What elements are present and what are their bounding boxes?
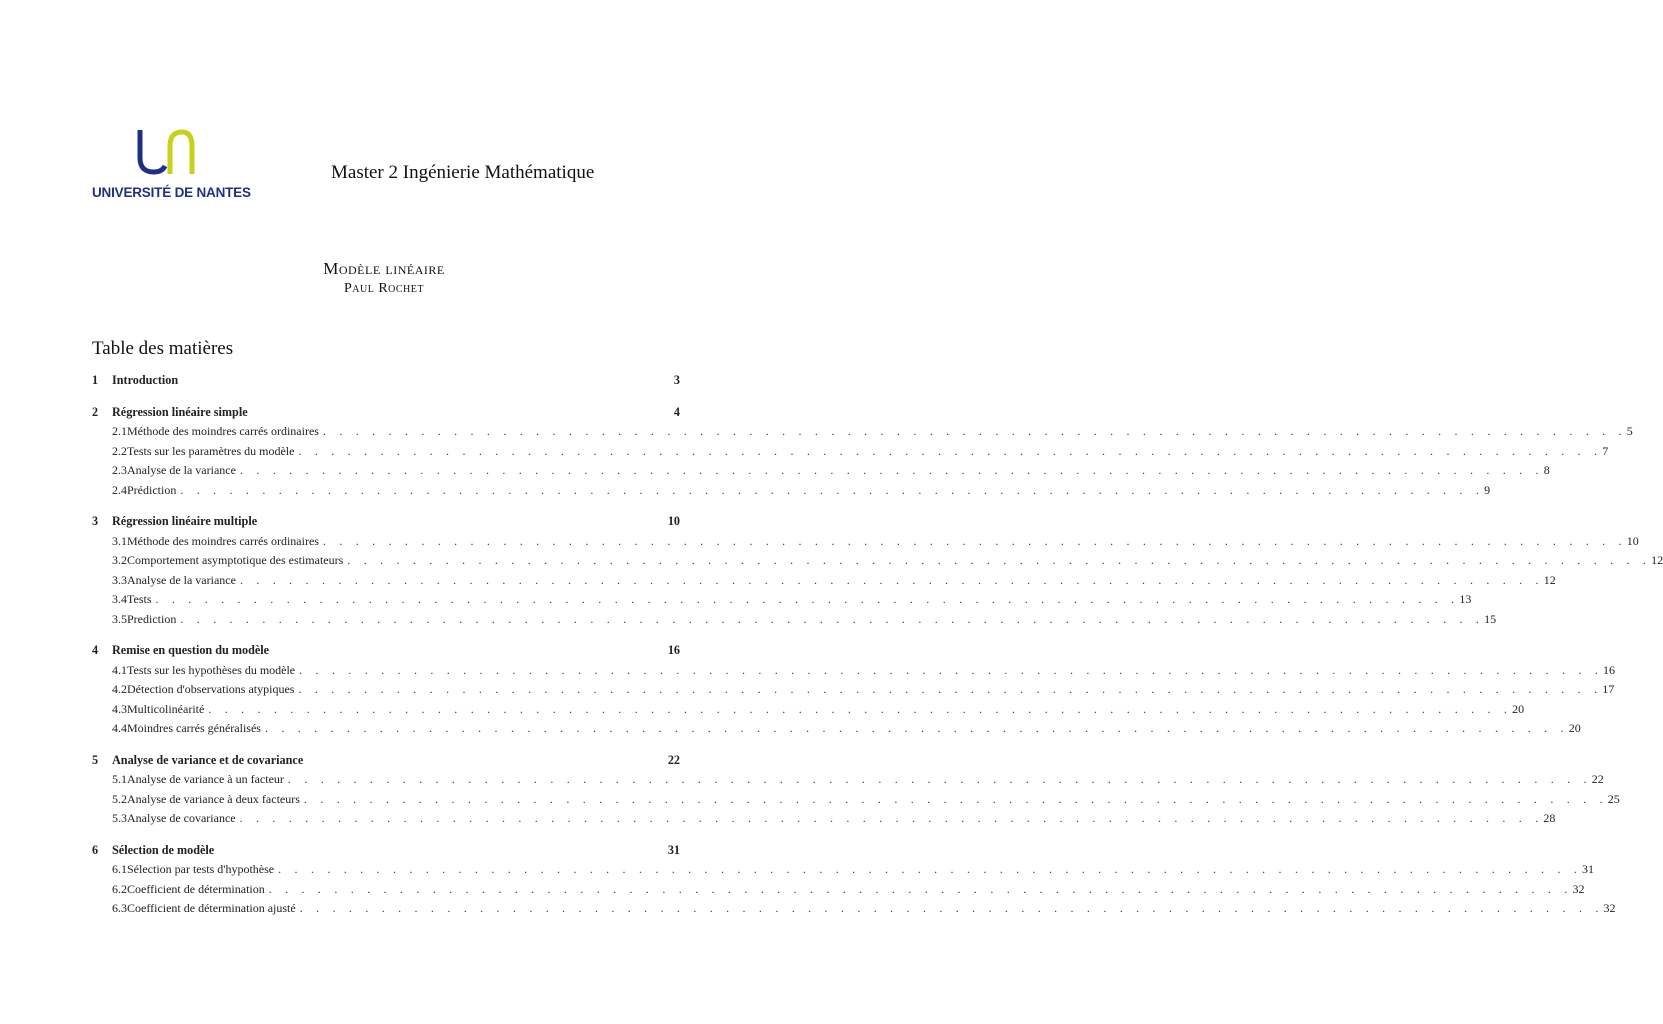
toc-entry-leader: . . . . . . . . . . . . . . . . . . . . . . . . . . . . . . . . . . . . . . . . . . . . . . . . . . . . . . . . . . . . . . . . . . . . . . . . . . . . . . . .	[287, 772, 1592, 786]
toc-entry-page: 32	[1603, 901, 1616, 915]
toc-entry-number: 3.2	[112, 553, 127, 567]
toc-entry-leader: . . . . . . . . . . . . . . . . . . . . . . . . . . . . . . . . . . . . . . . . . . . . . . . . . . . . . . . . . . . . . . . . . . . . . . . . . . . . . . . .	[239, 463, 1544, 477]
toc-subsection-entry[interactable]	[92, 592, 1472, 612]
toc-subsection-entry[interactable]	[92, 811, 1556, 831]
toc-entry-leader: . . . . . . . . . . . . . . . . . . . . . . . . . . . . . . . . . . . . . . . . . . . . . . . . . . . . . . . . . . . . . . . . . . . . . . . . . . . . . . . .	[298, 443, 1603, 458]
toc-section-entry[interactable]	[92, 843, 680, 863]
toc-entry-number: 2	[92, 404, 99, 419]
toc-entry-page: 7	[1602, 443, 1609, 458]
toc-subsection-entry[interactable]	[92, 611, 1497, 632]
document-title: Modèle linéaire	[323, 259, 445, 278]
toc-entry-title: Analyse de la variance	[127, 463, 236, 477]
toc-entry-page: 31	[667, 842, 680, 857]
toc-subsection-entry[interactable]	[92, 662, 1615, 683]
toc-heading: Table des matières	[92, 338, 234, 359]
toc-entry-page: 9	[1484, 482, 1491, 497]
toc-entry-leader: . . . . . . . . . . . . . . . . . . . . . . . . . . . . . . . . . . . . . . . . . . . . . . . . . . . . . . . . . . . . . . . . . . . . . . . . . . . . . . . .	[155, 592, 1460, 606]
toc-section-entry[interactable]	[92, 373, 680, 393]
toc-entry-leader: . . . . . . . . . . . . . . . . . . . . . . . . . . . . . . . . . . . . . . . . . . . . . . . . . . . . . . . . . . . . . . . . . . . . . . . . . . . . . . . .	[239, 811, 1544, 825]
toc-section-gap	[92, 631, 680, 643]
toc-entry-title: Analyse de la variance	[127, 572, 236, 587]
toc-entry-title: Tests	[127, 592, 152, 606]
toc-entry-leader: . . . . . . . . . . . . . . . . . . . . . . . . . . . . . . . . . . . . . . . . . . . . . . . . . . . . . . . . . . . . . . . . . . . . . . . . . . . . . . . .	[322, 533, 1627, 548]
toc-entry-page: 4	[673, 404, 680, 419]
toc-entry-number: 4.4	[112, 721, 127, 735]
toc-entry-page: 28	[1543, 811, 1556, 825]
toc-entry-title: Multicolinéarité	[127, 701, 205, 716]
toc-entry-leader: . . . . . . . . . . . . . . . . . . . . . . . . . . . . . . . . . . . . . . . . . . . . . . . . . . . . . . . . . . . . . . . . . . . . . . . . . . . . . . . .	[299, 901, 1604, 915]
toc-entry-leader: . . . . . . . . . . . . . . . . . . . . . . . . . . . . . . . . . . . . . . . . . . . . . . . . . . . . . . . . . . . . . . . . . . . . . . . . . . . . . . . .	[298, 682, 1603, 696]
toc-entry-number: 3.3	[112, 572, 127, 587]
toc-entry-number: 5.2	[112, 791, 127, 806]
toc-entry-number: 4.2	[112, 682, 127, 696]
toc-entry-leader: . . . . . . . . . . . . . . . . . . . . . . . . . . . . . . . . . . . . . . . . . . . . . . . . . . . . . . . . . . . . . . . . . . . . . . . . . . . . . . . .	[180, 611, 1485, 626]
author-name: Paul Rochet	[343, 281, 424, 296]
toc-entry-page: 16	[667, 643, 680, 657]
toc-section-entry[interactable]	[92, 514, 680, 534]
toc-entry-leader: . . . . . . . . . . . . . . . . . . . . . . . . . . . . . . . . . . . . . . . . . . . . . . . . . . . . . . . . . . . . . . . . . . . . . . . . . . . . . . . .	[303, 791, 1608, 806]
toc-entry-page: 10	[1626, 533, 1639, 548]
toc-entry-page: 22	[1591, 772, 1604, 786]
toc-entry-number: 3.1	[112, 533, 127, 548]
toc-entry-title: Analyse de covariance	[127, 811, 236, 825]
university-logo	[92, 128, 251, 204]
toc-entry-leader: . . . . . . . . . . . . . . . . . . . . . . . . . . . . . . . . . . . . . . . . . . . . . . . . . . . . . . . . . . . . . . . . . . . . . . . . . . . . . . . .	[264, 721, 1569, 735]
toc-section-entry[interactable]	[92, 643, 680, 663]
toc-entry-title: Méthode des moindres carrés ordinaires	[127, 424, 319, 438]
toc-entry-number: 6.3	[112, 901, 127, 915]
toc-subsection-entry[interactable]	[92, 482, 1491, 503]
toc-entry-title: Remise en question du modèle	[112, 643, 270, 657]
toc-section-entry[interactable]	[92, 405, 680, 425]
toc-entry-page: 12	[1651, 553, 1663, 567]
toc-entry-page: 32	[1572, 881, 1585, 896]
toc-entry-title: Introduction	[112, 373, 179, 387]
toc-entry-number: 3.4	[112, 592, 127, 606]
toc-section-gap	[92, 741, 680, 753]
toc-entry-number: 2.4	[112, 482, 127, 497]
toc-entry-title: Tests sur les hypothèses du modèle	[127, 662, 296, 677]
toc-entry-title: Moindres carrés généralisés	[127, 721, 261, 735]
toc-entry-number: 5.3	[112, 811, 127, 825]
toc-section-entry[interactable]	[92, 753, 680, 773]
toc-entry-leader: . . . . . . . . . . . . . . . . . . . . . . . . . . . . . . . . . . . . . . . . . . . . . . . . . . . . . . . . . . . . . . . . . . . . . . . . . . . . . . . .	[239, 572, 1544, 587]
toc-section-gap	[92, 831, 680, 843]
toc-entry-page: 8	[1543, 463, 1550, 477]
toc-subsection-entry[interactable]	[92, 572, 1556, 593]
toc-entry-page: 25	[1607, 791, 1620, 806]
toc-entry-page: 10	[667, 514, 680, 528]
toc-entry-title: Coefficient de détermination	[127, 881, 265, 896]
toc-entry-number: 5.1	[112, 772, 127, 786]
toc-subsection-entry[interactable]	[92, 463, 1550, 483]
toc-entry-page: 22	[667, 752, 680, 767]
toc-entry-title: Régression linéaire multiple	[112, 514, 258, 528]
toc-subsection-entry[interactable]	[92, 791, 1620, 812]
table-of-contents	[92, 373, 1663, 921]
toc-subsection-entry[interactable]	[92, 533, 1639, 554]
toc-entry-number: 2.2	[112, 443, 127, 458]
toc-entry-number: 4.3	[112, 701, 127, 716]
toc-entry-title: Sélection par tests d'hypothèse	[127, 862, 275, 876]
toc-entry-title: Prédiction	[127, 482, 177, 497]
toc-entry-title: Détection d'observations atypiques	[127, 682, 295, 696]
toc-entry-leader: . . . . . . . . . . . . . . . . . . . . . . . . . . . . . . . . . . . . . . . . . . . . . . . . . . . . . . . . . . . . . . . . . . . . . . . . . . . . . . . .	[347, 553, 1652, 567]
toc-entry-leader: . . . . . . . . . . . . . . . . . . . . . . . . . . . . . . . . . . . . . . . . . . . . . . . . . . . . . . . . . . . . . . . . . . . . . . . . . . . . . . . .	[268, 881, 1573, 896]
toc-entry-title: Sélection de modèle	[112, 842, 215, 857]
toc-entry-leader: . . . . . . . . . . . . . . . . . . . . . . . . . . . . . . . . . . . . . . . . . . . . . . . . . . . . . . . . . . . . . . . . . . . . . . . . . . . . . . . .	[322, 424, 1627, 438]
toc-entry-page: 15	[1484, 611, 1497, 626]
toc-entry-number: 3.5	[112, 611, 127, 626]
toc-subsection-entry[interactable]	[92, 553, 1663, 573]
toc-entry-title: Méthode des moindres carrés ordinaires	[127, 533, 319, 548]
toc-entry-title: Analyse de variance à deux facteurs	[127, 791, 300, 806]
toc-subsection-entry[interactable]	[92, 901, 1616, 921]
toc-entry-leader: . . . . . . . . . . . . . . . . . . . . . . . . . . . . . . . . . . . . . . . . . . . . . . . . . . . . . . . . . . . . . . . . . . . . . . . . . . . . . . . .	[208, 701, 1513, 716]
toc-entry-title: Coefficient de détermination ajusté	[127, 901, 296, 915]
toc-subsection-entry[interactable]	[92, 682, 1615, 702]
toc-subsection-entry[interactable]	[92, 881, 1585, 902]
toc-entry-page: 31	[1581, 862, 1594, 876]
university-logo-mark-icon	[132, 128, 196, 176]
toc-entry-number: 5	[92, 752, 99, 767]
toc-entry-number: 6	[92, 842, 99, 857]
toc-subsection-entry[interactable]	[92, 772, 1604, 792]
toc-entry-page: 20	[1568, 721, 1581, 735]
toc-subsection-entry[interactable]	[92, 862, 1594, 882]
toc-entry-title: Régression linéaire simple	[112, 404, 248, 419]
toc-entry-page: 5	[1626, 424, 1633, 438]
toc-entry-number: 1	[92, 373, 99, 387]
toc-section-gap	[92, 502, 680, 514]
program-title: Master 2 Ingénierie Mathématique	[331, 162, 595, 183]
toc-subsection-entry[interactable]	[92, 721, 1581, 741]
toc-entry-number: 6.2	[112, 881, 127, 896]
toc-entry-page: 16	[1602, 662, 1615, 677]
toc-entry-title: Analyse de variance et de covariance	[112, 752, 304, 767]
toc-subsection-entry[interactable]	[92, 424, 1633, 444]
toc-entry-page: 12	[1543, 572, 1556, 587]
toc-subsection-entry[interactable]	[92, 443, 1609, 464]
toc-entry-number: 4	[92, 643, 99, 657]
toc-entry-number: 2.3	[112, 463, 127, 477]
toc-entry-number: 6.1	[112, 862, 127, 876]
toc-entry-leader: . . . . . . . . . . . . . . . . . . . . . . . . . . . . . . . . . . . . . . . . . . . . . . . . . . . . . . . . . . . . . . . . . . . . . . . . . . . . . . . .	[299, 662, 1603, 677]
toc-entry-title: Comportement asymptotique des estimateurs	[127, 553, 344, 567]
toc-entry-leader: . . . . . . . . . . . . . . . . . . . . . . . . . . . . . . . . . . . . . . . . . . . . . . . . . . . . . . . . . . . . . . . . . . . . . . . . . . . . . . . .	[278, 862, 1582, 876]
toc-entry-title: Tests sur les paramètres du modèle	[127, 443, 295, 458]
toc-entry-page: 17	[1602, 682, 1615, 696]
toc-entry-page: 20	[1512, 701, 1525, 716]
toc-entry-leader: . . . . . . . . . . . . . . . . . . . . . . . . . . . . . . . . . . . . . . . . . . . . . . . . . . . . . . . . . . . . . . . . . . . . . . . . . . . . . . . .	[180, 482, 1485, 497]
toc-entry-page: 13	[1459, 592, 1472, 606]
toc-subsection-entry[interactable]	[92, 701, 1525, 722]
toc-entry-number: 3	[92, 514, 99, 528]
toc-entry-title: Analyse de variance à un facteur	[127, 772, 284, 786]
university-logo-text: UNIVERSITÉ DE NANTES	[92, 185, 251, 200]
toc-section-gap	[92, 393, 680, 405]
toc-entry-number: 4.1	[112, 662, 127, 677]
toc-entry-page: 3	[673, 373, 680, 387]
toc-entry-number: 2.1	[112, 424, 127, 438]
toc-entry-title: Prediction	[127, 611, 177, 626]
